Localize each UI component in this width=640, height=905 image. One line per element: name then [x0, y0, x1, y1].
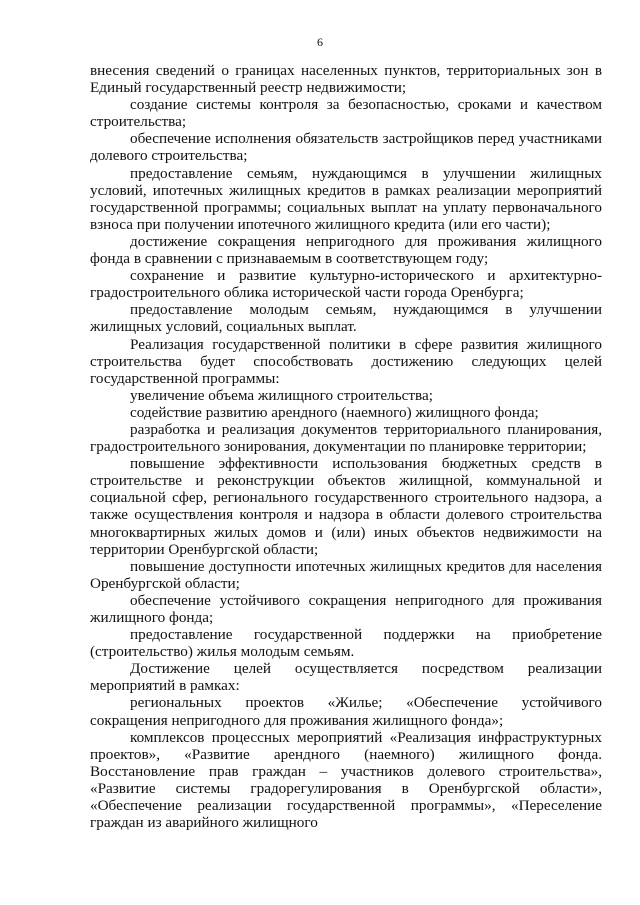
- paragraph-8: Реализация государственной политики в сфере развития жилищного строительства будет способствовать достижению следующих целей государственной программы:: [90, 335, 602, 387]
- page-number: 6: [317, 35, 323, 49]
- paragraph-1: внесения сведений о границах населенных пунктов, территориальных зон в Единый государственный реестр недвижимости;: [90, 62, 602, 97]
- paragraph-10: содействие развитию арендного (наемного) жилищного фонда;: [130, 403, 539, 421]
- paragraph-4: предоставление семьям, нуждающимся в улучшении жилищных условий, ипотечных жилищных кредитов в рамках реализации мероприятий государственной программы; социальных выплат на уплату первоначального взноса при получении ипотечного жилищного кредита (или его части);: [90, 164, 602, 233]
- paragraph-12: повышение эффективности использования бюджетных средств в строительстве и реконструкции объектов жилищной, коммунальной и социальной сфер, регионального государственного строительного надзора, а также осуществления контроля и надзора в области долевого строительства многоквартирных жилых домов и (или) иных объектов недвижимости на территории Оренбургской области;: [90, 455, 602, 558]
- paragraph-16: Достижение целей осуществляется посредством реализации мероприятий в рамках:: [90, 660, 602, 695]
- paragraph-7: предоставление молодым семьям, нуждающимся в улучшении жилищных условий, социальных выплат.: [90, 301, 602, 336]
- paragraph-15: предоставление государственной поддержки на приобретение (строительство) жилья молодым семьям.: [90, 626, 602, 661]
- paragraph-9: увеличение объема жилищного строительства;: [130, 386, 433, 404]
- paragraph-17: региональных проектов «Жилье; «Обеспечение устойчивого сокращения непригодного для проживания жилищного фонда»;: [90, 694, 602, 729]
- paragraph-13: повышение доступности ипотечных жилищных кредитов для населения Оренбургской области;: [90, 557, 602, 592]
- paragraph-18: комплексов процессных мероприятий «Реализация инфраструктурных проектов», «Развитие арендного (наемного) жилищного фонда. Восстановление прав граждан – участников долевого строительства», «Развитие системы градорегулирования в Оренбургской области», «Обеспечение реализации государственной программы», «Переселение граждан из аварийного жилищного: [90, 728, 602, 832]
- paragraph-11: разработка и реализация документов территориального планирования, градостроительного зонирования, документации по планировке территории;: [90, 420, 602, 456]
- paragraph-6: сохранение и развитие культурно-исторического и архитектурно-градостроительного облика исторической части города Оренбурга;: [90, 267, 602, 302]
- paragraph-5: достижение сокращения непригодного для проживания жилищного фонда в сравнении с признаваемым в соответствующем году;: [90, 232, 602, 268]
- paragraph-14: обеспечение устойчивого сокращения непригодного для проживания жилищного фонда;: [90, 591, 602, 626]
- paragraph-2: создание системы контроля за безопасностью, сроками и качеством строительства;: [90, 96, 602, 131]
- paragraph-3: обеспечение исполнения обязательств застройщиков перед участниками долевого строительства;: [90, 130, 602, 165]
- document-body: [90, 62, 602, 831]
